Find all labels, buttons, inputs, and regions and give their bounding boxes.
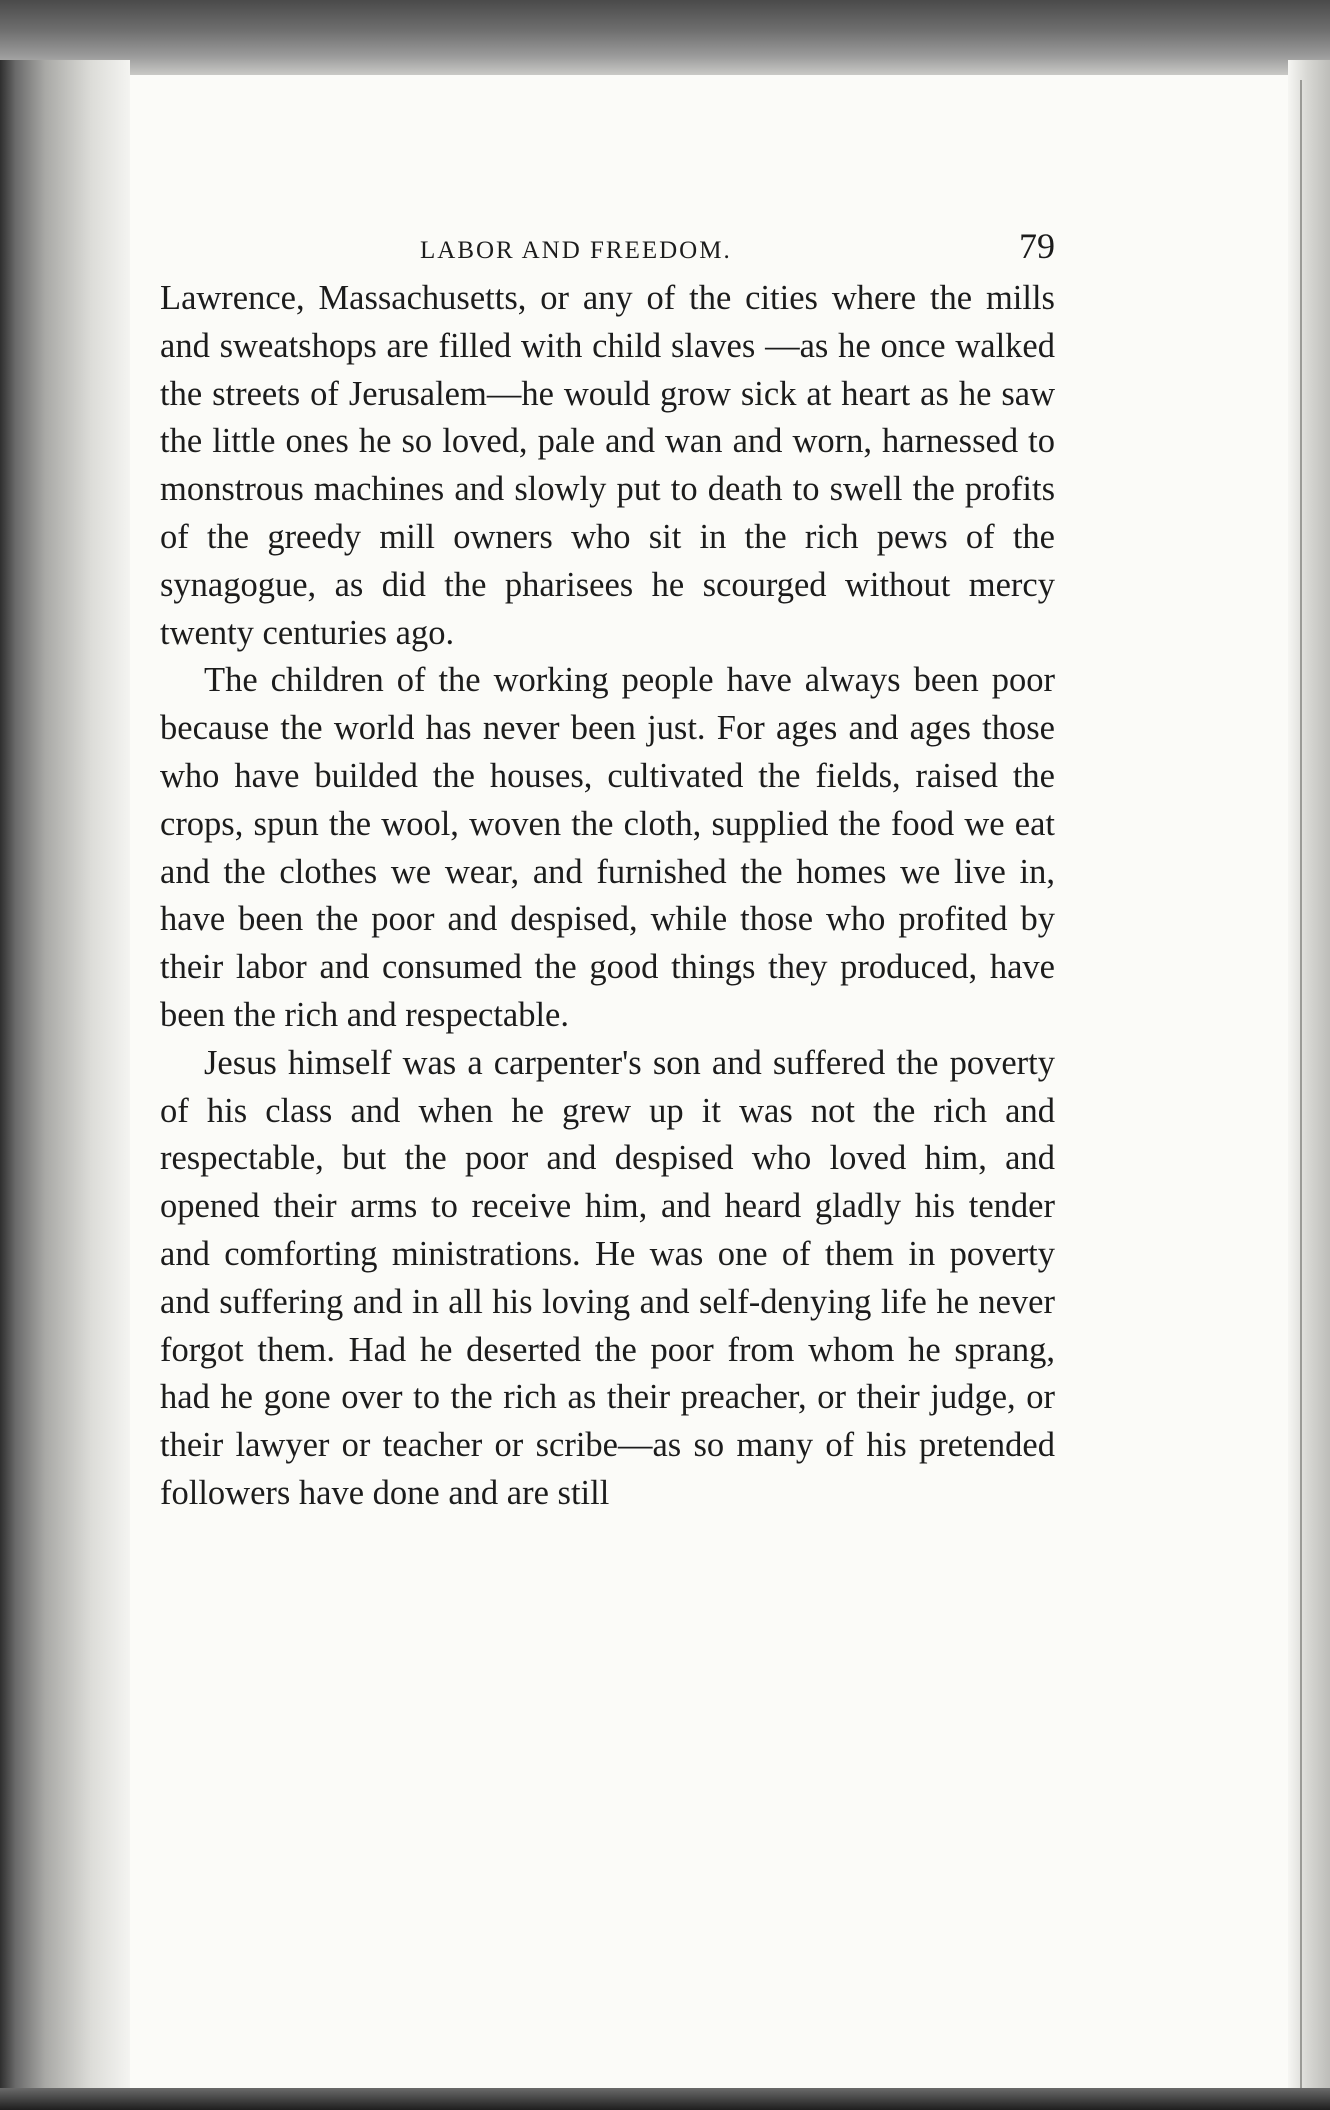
body-text: [160, 275, 1055, 1518]
book-binding-shadow: [0, 60, 130, 2110]
paragraph: The children of the working people have always been poor because the world has never been just. For ages and ages those who have builded the houses, cultivated the fields, raised the crops, spun the wool, woven the cloth, supplied the food we eat and the clothes we wear, and furnished the homes we live in, have been the poor and despised, while those who profited by their labor and consumed the good things they produced, have been the rich and respectable.: [160, 661, 1055, 1034]
running-head: LABOR AND FREEDOM.: [420, 237, 732, 264]
page-edge-line: [1300, 80, 1302, 2110]
page-header: [160, 225, 1055, 275]
paragraph: Jesus himself was a carpenter's son and suffered the poverty of his class and when he grew up it was not the rich and respectable, but the poor and despised who loved him, and opened their arms to receive him, and heard gladly his tender and comforting ministrations. He was one of them in poverty and suffering and in all his loving and self-denying life he never forgot them. Had he deserted the poor from whom he sprang, had he gone over to the rich as their preacher, or their judge, or their lawyer or teacher or scribe—as so many of his pretended followers have done and are still: [160, 1043, 1055, 1512]
page-number: 79: [1019, 226, 1055, 266]
page-content: [160, 225, 1055, 1518]
paragraph: Lawrence, Massachusetts, or any of the cities where the mills and sweatshops are filled with child slaves —as he once walked the streets of Jerusalem—he would grow sick at heart as he saw the little ones he so loved, pale and wan and worn, harnessed to monstrous machines and slowly put to death to swell the profits of the greedy mill owners who sit in the rich pews of the synagogue, as did the pharisees he scourged without mercy twenty centuries ago.: [160, 279, 1055, 652]
scan-top-edge: [0, 0, 1330, 75]
page-right-edge: [1288, 60, 1330, 2110]
scan-bottom-edge: [0, 2088, 1330, 2110]
